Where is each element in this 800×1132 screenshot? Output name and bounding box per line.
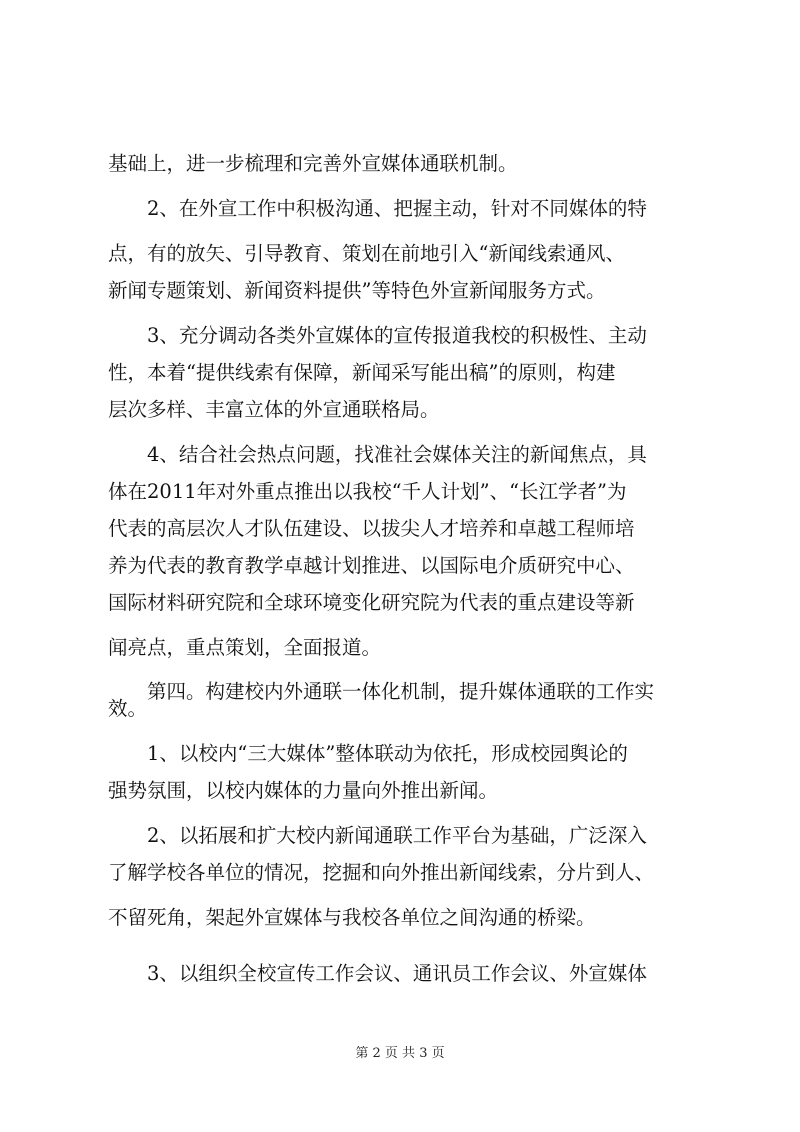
text-line: 国际材料研究院和全球环境变化研究院为代表的重点建设等新 — [108, 591, 635, 614]
text-line: 点，有的放矢、引导教育、策划在前地引入“新闻线索通风、 — [108, 242, 625, 265]
page-number-footer: 第 2 页 共 3 页 — [355, 1046, 445, 1061]
text-line: 层次多样、丰富立体的外宣通联格局。 — [108, 398, 440, 421]
text-line: 3、以组织全校宣传工作会议、通讯员工作会议、外宣媒体 — [108, 962, 647, 985]
text-line: 第四。构建校内外通联一体化机制，提升媒体通联的工作实 — [108, 680, 655, 703]
text-line: 基础上，进一步梳理和完善外宣媒体通联机制。 — [108, 152, 518, 175]
text-line: 代表的高层次人才队伍建设、以拔尖人才培养和卓越工程师培 — [108, 517, 635, 540]
text-line: 强势氛围，以校内媒体的力量向外推出新闻。 — [108, 779, 499, 802]
text-line: 1、以校内“三大媒体”整体联动为依托，形成校园舆论的 — [108, 742, 628, 765]
text-line: 2、以拓展和扩大校内新闻通联工作平台为基础，广泛深入 — [108, 824, 647, 847]
text-line: 3、充分调动各类外宣媒体的宣传报道我校的积极性、主动 — [108, 324, 647, 347]
text-line: 2、在外宣工作中积极沟通、把握主动，针对不同媒体的特 — [108, 197, 647, 220]
text-line: 新闻专题策划、新闻资料提供”等特色外宣新闻服务方式。 — [108, 279, 606, 302]
text-line: 体在2011年对外重点推出以我校“千人计划”、“长江学者”为 — [108, 480, 627, 503]
text-line: 效。 — [108, 697, 148, 720]
text-line: 不留死角，架起外宣媒体与我校各单位之间沟通的桥梁。 — [108, 906, 596, 929]
text-line: 了解学校各单位的情况，挖掘和向外推出新闻线索，分片到人、 — [108, 861, 655, 884]
text-line: 性，本着“提供线索有保障，新闻采写能出稿”的原则，构建 — [108, 361, 616, 384]
text-line: 4、结合社会热点问题，找准社会媒体关注的新闻焦点，具 — [108, 443, 647, 466]
text-line: 养为代表的教育教学卓越计划推进、以国际电介质研究中心、 — [108, 554, 635, 577]
text-line: 闻亮点，重点策划，全面报道。 — [108, 636, 382, 659]
